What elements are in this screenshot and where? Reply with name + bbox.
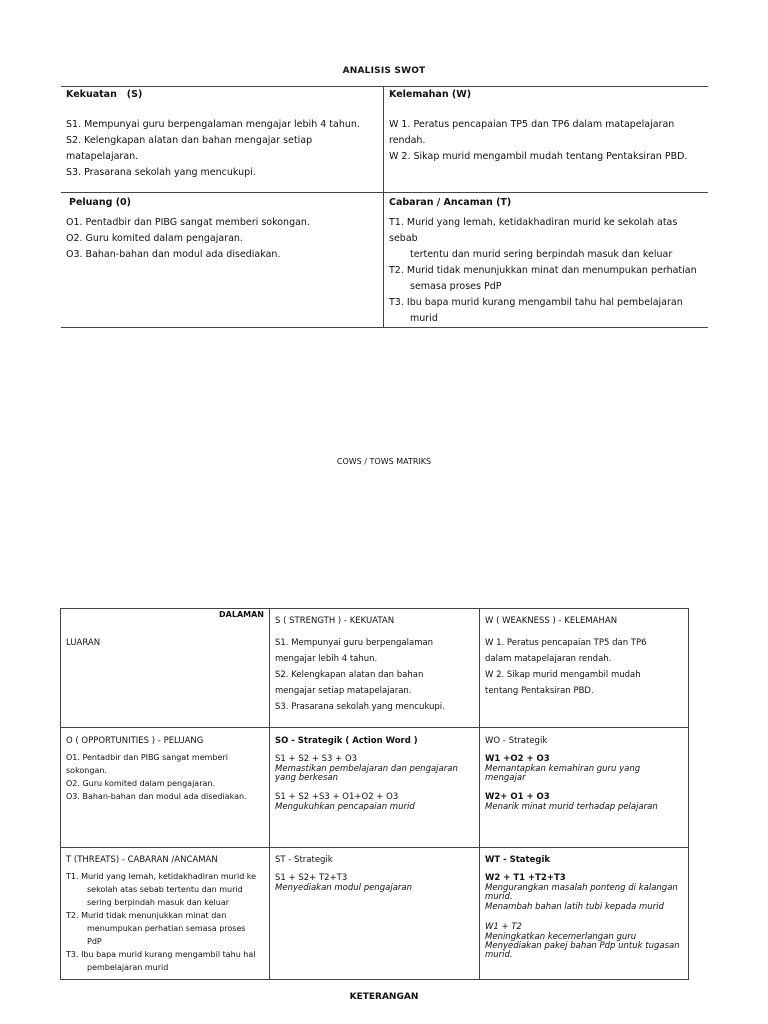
threat-line: sering berpindah masuk dan keluar [87, 898, 230, 907]
threat-line: PdP [87, 937, 102, 946]
strength-column-header: S ( STRENGTH ) - KEKUATAN [275, 616, 395, 626]
opportunity-header: Peluang (0) [69, 197, 132, 208]
weakness-item: W 1. Peratus pencapaian TP5 dan TP6 dalam matapelajaran rendah. [389, 119, 675, 146]
so-formula: S1 + S2 + S3 + O3 [275, 754, 358, 764]
wt-strategy-text: Menambah bahan latih tubi kepada murid [485, 902, 664, 912]
threat-item: T3. Ibu bapa murid kurang mengambil tahu hal pembelajaran [389, 297, 683, 308]
strength-header: Kekuatan (S) [66, 89, 143, 100]
tows-matrix [60, 608, 689, 980]
st-formula: S1 + S2+ T2+T3 [275, 873, 348, 883]
wt-header: WT - Stategik [485, 855, 551, 865]
strength-line: S3. Prasarana sekolah yang mencukupi. [275, 702, 445, 712]
weakness-line: W 2. Sikap murid mengambil mudah [485, 670, 641, 680]
opportunity-item: O3. Bahan-bahan dan modul ada disediakan. [66, 249, 281, 260]
opportunity-line: O3. Bahan-bahan dan modul ada disediakan. [66, 792, 247, 801]
tows-title: COWS / TOWS MATRIKS [336, 457, 432, 466]
threat-header: Cabaran / Ancaman (T) [389, 197, 512, 208]
opportunity-line: sokongan. [66, 766, 107, 775]
weakness-header: Kelemahan (W) [389, 89, 472, 100]
wt-strategy-text: Menyediakan pakej bahan Pdp untuk tugasan murid. [485, 941, 680, 960]
threat-item-cont: tertentu dan murid sering berpindah masuk dan keluar [410, 249, 673, 260]
opportunity-item: O1. Pentadbir dan PIBG sangat memberi sokongan. [66, 217, 310, 228]
threat-item-cont: murid [410, 313, 438, 324]
so-strategy-cell [270, 728, 480, 848]
strength-item: S2. Kelengkapan alatan dan bahan mengajar setiap matapelajaran. [66, 135, 313, 162]
wt-formula: W2 + T1 +T2+T3 [485, 873, 566, 883]
wo-strategy-cell [480, 728, 689, 848]
weakness-line: tentang Pentaksiran PBD. [485, 686, 594, 696]
corner-cell [61, 609, 270, 728]
so-strategy-text: Mengukuhkan pencapaian murid [275, 802, 415, 812]
threat-line: menumpukan perhatian semasa proses [87, 924, 246, 933]
weakness-cell [384, 87, 709, 193]
swot-table [61, 86, 708, 328]
weakness-line: W 1. Peratus pencapaian TP5 dan TP6 [485, 638, 647, 648]
opportunity-cell [61, 193, 384, 328]
opportunity-line: O2. Guru komited dalam pengajaran. [66, 779, 216, 788]
st-strategy-cell [270, 848, 480, 980]
strength-item: S3. Prasarana sekolah yang mencukupi. [66, 167, 256, 178]
st-header: ST - Strategik [275, 855, 333, 865]
wt-strategy-text: Mengurangkan masalah ponteng di kalangan murid. [485, 883, 678, 902]
wo-formula: W2+ O1 + O3 [485, 792, 550, 802]
threat-item: T1. Murid yang lemah, ketidakhadiran murid ke sekolah atas sebab [389, 217, 678, 244]
strength-line: S1. Mempunyai guru berpengalaman [275, 638, 434, 648]
threat-row-title: T (THREATS) - CABARAN /ANCAMAN [66, 855, 218, 865]
wo-strategy-text: Menarik minat murid terhadap pelajaran [485, 802, 658, 812]
opportunity-row-title: O ( OPPORTUNITIES ) - PELUANG [66, 736, 204, 746]
st-strategy-text: Menyediakan modul pengajaran [275, 883, 413, 893]
threat-item-cont: semasa proses PdP [410, 281, 502, 292]
threat-item: T2. Murid tidak menunjukkan minat dan menumpukan perhatian [389, 265, 697, 276]
strength-column [270, 609, 480, 728]
strength-line: S2. Kelengkapan alatan dan bahan [275, 670, 424, 680]
wo-formula: W1 +O2 + O3 [485, 754, 550, 764]
weakness-column [480, 609, 689, 728]
keterangan-heading: KETERANGAN [349, 992, 419, 1002]
wt-strategy-text: Meningkatkan kecemerlangan guru [485, 932, 637, 942]
corner-luaran: LUARAN [66, 638, 101, 648]
so-header: SO - Strategik ( Action Word ) [275, 736, 418, 746]
strength-item: S1. Mempunyai guru berpengalaman mengajar lebih 4 tahun. [66, 119, 360, 130]
so-formula: S1 + S2 +S3 + O1+O2 + O3 [275, 792, 399, 802]
weakness-line: dalam matapelajaran rendah. [485, 654, 612, 664]
strength-line: mengajar setiap matapelajaran. [275, 686, 412, 696]
threat-line: sekolah atas sebab tertentu dan murid [87, 885, 243, 894]
opportunity-row-header [61, 728, 270, 848]
weakness-column-header: W ( WEAKNESS ) - KELEMAHAN [485, 616, 618, 626]
so-strategy-text: Memastikan pembelajaran dan pengajaran yang berkesan [275, 764, 458, 783]
wo-header: WO - Strategik [485, 736, 548, 746]
threat-line: T1. Murid yang lemah, ketidakhadiran murid ke [66, 872, 257, 881]
threat-line: T3. Ibu bapa murid kurang mengambil tahu hal [66, 950, 256, 959]
threat-line: pembelajaran murid [87, 963, 169, 972]
opportunity-item: O2. Guru komited dalam pengajaran. [66, 233, 243, 244]
swot-title: ANALISIS SWOT [342, 66, 426, 76]
strength-line: mengajar lebih 4 tahun. [275, 654, 378, 664]
strength-cell [61, 87, 384, 193]
wt-strategy-cell [480, 848, 689, 980]
threat-row-header [61, 848, 270, 980]
corner-dalaman: DALAMAN [219, 610, 264, 619]
opportunity-line: O1. Pentadbir dan PIBG sangat memberi [66, 753, 228, 762]
wt-formula: W1 + T2 [485, 922, 522, 932]
weakness-item: W 2. Sikap murid mengambil mudah tentang Pentaksiran PBD. [389, 151, 688, 162]
wo-strategy-text: Memantapkan kemahiran guru yang mengajar [485, 764, 641, 783]
threat-line: T2. Murid tidak menunjukkan minat dan [66, 911, 227, 920]
threat-cell [384, 193, 709, 328]
